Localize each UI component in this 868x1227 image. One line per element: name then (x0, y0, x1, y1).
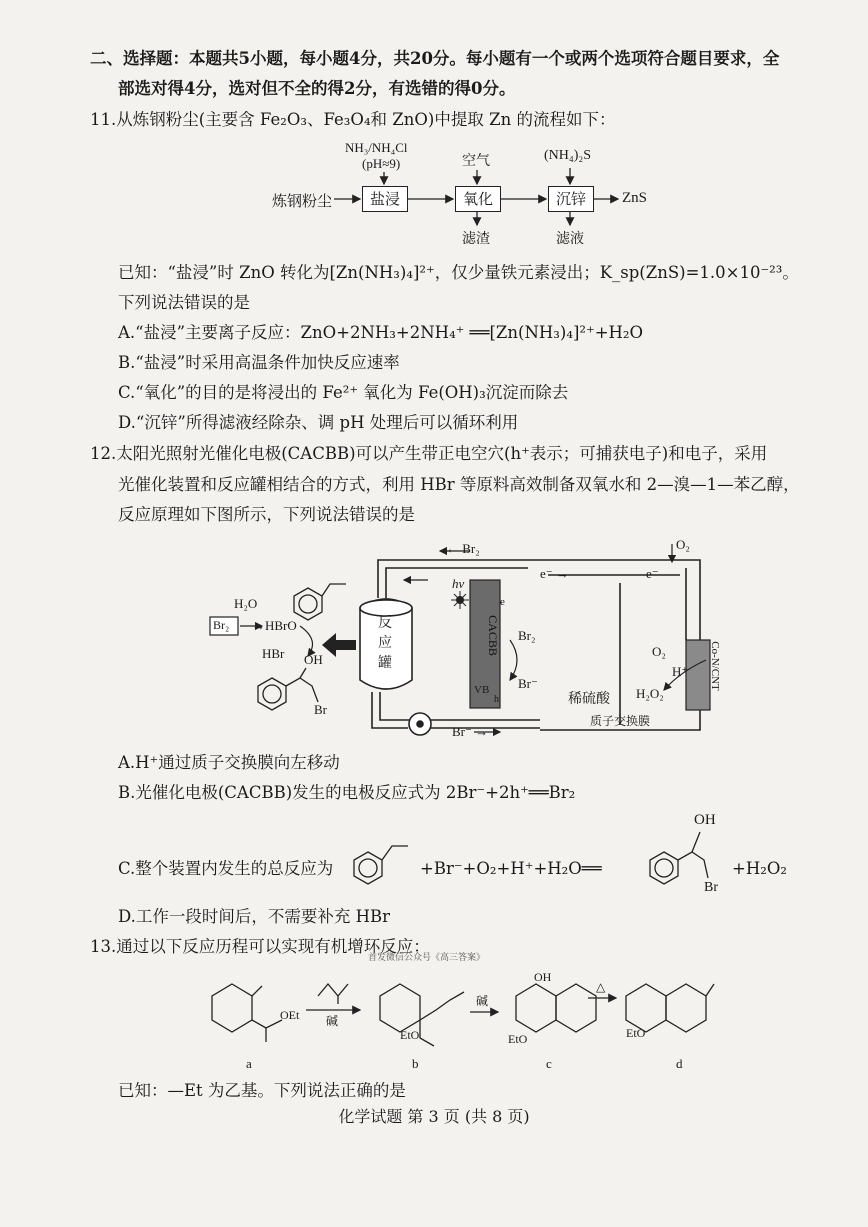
flow-step2-residue: 滤渣 (462, 232, 490, 247)
flow-step1-reagent: NH₃/NH₄Cl (345, 140, 408, 155)
diag-vb: VB (474, 684, 490, 696)
q12-option-c-oh: OH (694, 812, 716, 828)
q12-stem-line2: 光催化装置和反应罐相结合的方式，利用 HBr 等原料高效制备双氧水和 2—溴—1—苯乙醇， (118, 475, 800, 494)
diag-hplus: H⁺ (672, 664, 689, 679)
q11-option-a: A.“盐浸”主要离子反应：ZnO+2NH₃+2NH₄⁺ ══[Zn(NH₃)₄]²⁺+H₂O (118, 323, 644, 342)
diag-acid: 稀硫酸 (568, 692, 610, 707)
flow-step2-box: 氧化 (455, 186, 501, 212)
q12-option-c-post: +H₂O₂ (732, 859, 787, 878)
q13-label-a: a (246, 1056, 252, 1071)
q13-stem: 13.通过以下反应历程可以实现有机增环反应： (90, 937, 430, 956)
diag-membrane: 质子交换膜 (590, 714, 651, 728)
diag-e-left: e⁻ → (540, 566, 569, 581)
diag-tank-3: 罐 (378, 656, 392, 671)
diag-cb: e (500, 596, 505, 608)
diag-hv: hν (452, 576, 465, 591)
diag-br-bottom: Br⁻ → (452, 724, 489, 739)
flow-product: ZnS (622, 190, 648, 206)
flow-step3-reagent: (NH₄)₂S (544, 148, 592, 163)
q12-option-c-br: Br (704, 880, 718, 895)
diag-hbro: →HBrO (252, 618, 297, 633)
q13-c-eto: EtO (508, 1032, 528, 1046)
q12-option-d: D.工作一段时间后，不需要补充 HBr (118, 907, 391, 926)
diag-br2-box: Br₂ (213, 618, 230, 632)
q13-base2: 碱 (476, 994, 489, 1008)
q13-base1: 碱 (326, 1014, 339, 1028)
section-title-line2: 部选对得4分，选对但不全的得2分，有选错的得0分。 (118, 79, 516, 98)
q12-stem-line1: 12.太阳光照射光催化电极(CACBB)可以产生带正电空穴(h⁺表示；可捕获电子)和电子，采用 (90, 444, 768, 463)
diag-br2-side: Br₂ (518, 628, 536, 643)
q11-option-c: C.“氧化”的目的是将浸出的 Fe²⁺ 氧化为 Fe(OH)₃沉淀而除去 (118, 383, 569, 402)
flow-step3-residue: 滤液 (556, 232, 584, 247)
diag-br2-top: ← Br₂ (446, 541, 480, 556)
diag-tank-2: 应 (378, 636, 392, 651)
flow-step1-ph: (pH≈9) (362, 156, 401, 171)
diag-cathode: Co-N/CNT (708, 641, 721, 691)
flow-step3-box: 沉锌 (548, 186, 594, 212)
section-title-line1: 二、选择题：本题共5小题，每小题4分，共20分。每小题有一个或两个选项符合题目要求，全 (90, 49, 780, 68)
diag-o2-in: O₂ (676, 537, 690, 552)
q11-option-d: D.“沉锌”所得滤液经除杂、调 pH 处理后可以循环利用 (118, 413, 519, 432)
page-footer: 化学试题 第 3 页 (共 8 页) (338, 1107, 530, 1126)
q13-label-b: b (412, 1056, 419, 1071)
q12-option-c-pre: C.整个装置内发生的总反应为 (118, 859, 334, 878)
flow-step2-reagent: 空气 (462, 154, 490, 169)
q12-option-c-mid: +Br⁻+O₂+H⁺+H₂O══ (420, 859, 602, 878)
q12-stem-line3: 反应原理如下图所示，下列说法错误的是 (118, 505, 415, 524)
diag-o2: O₂ (652, 644, 666, 659)
q13-b-eto: EtO (400, 1028, 420, 1042)
q11-option-b: B.“盐浸”时采用高温条件加快反应速率 (118, 353, 400, 372)
q11-known: 已知：“盐浸”时 ZnO 转化为[Zn(NH₃)₄]²⁺，仅少量铁元素浸出；K_sp(ZnS)=1.0×10⁻²³。 (118, 263, 799, 282)
diag-tank-1: 反 (378, 616, 392, 631)
q13-watermark: 首发微信公众号《高三答案》 (368, 952, 486, 962)
q13-label-d: d (676, 1056, 683, 1071)
flow-start: 炼钢粉尘 (272, 194, 333, 210)
diag-h: h (494, 694, 499, 705)
q13-heat: △ (596, 980, 606, 994)
q11-ask: 下列说法错误的是 (118, 293, 250, 312)
q13-a-oet: OEt (280, 1008, 300, 1022)
q13-c-oh: OH (534, 970, 552, 984)
q13-known: 已知：—Et 为乙基。下列说法正确的是 (118, 1081, 406, 1100)
q12-option-b: B.光催化电极(CACBB)发生的电极反应式为 2Br⁻+2h⁺══Br₂ (118, 783, 576, 802)
diag-oh: OH (304, 652, 323, 667)
diag-h2o: H₂O (234, 596, 258, 611)
diag-hbr: HBr (262, 646, 285, 661)
q11-stem: 11.从炼钢粉尘(主要含 Fe₂O₃、Fe₃O₄和 ZnO)中提取 Zn 的流程如下： (90, 110, 616, 129)
diag-br: Br (314, 702, 327, 717)
q12-option-a: A.H⁺通过质子交换膜向左移动 (118, 753, 340, 772)
diag-h2o2: H₂O₂ (636, 686, 664, 701)
q13-d-eto: EtO (626, 1026, 646, 1040)
q13-label-c: c (546, 1056, 552, 1071)
diag-electrode-label: CACBB (485, 615, 500, 656)
diag-e-right: e⁻ (646, 566, 659, 581)
diag-br-minus: Br⁻ (518, 676, 538, 691)
flow-step1-box: 盐浸 (362, 186, 408, 212)
